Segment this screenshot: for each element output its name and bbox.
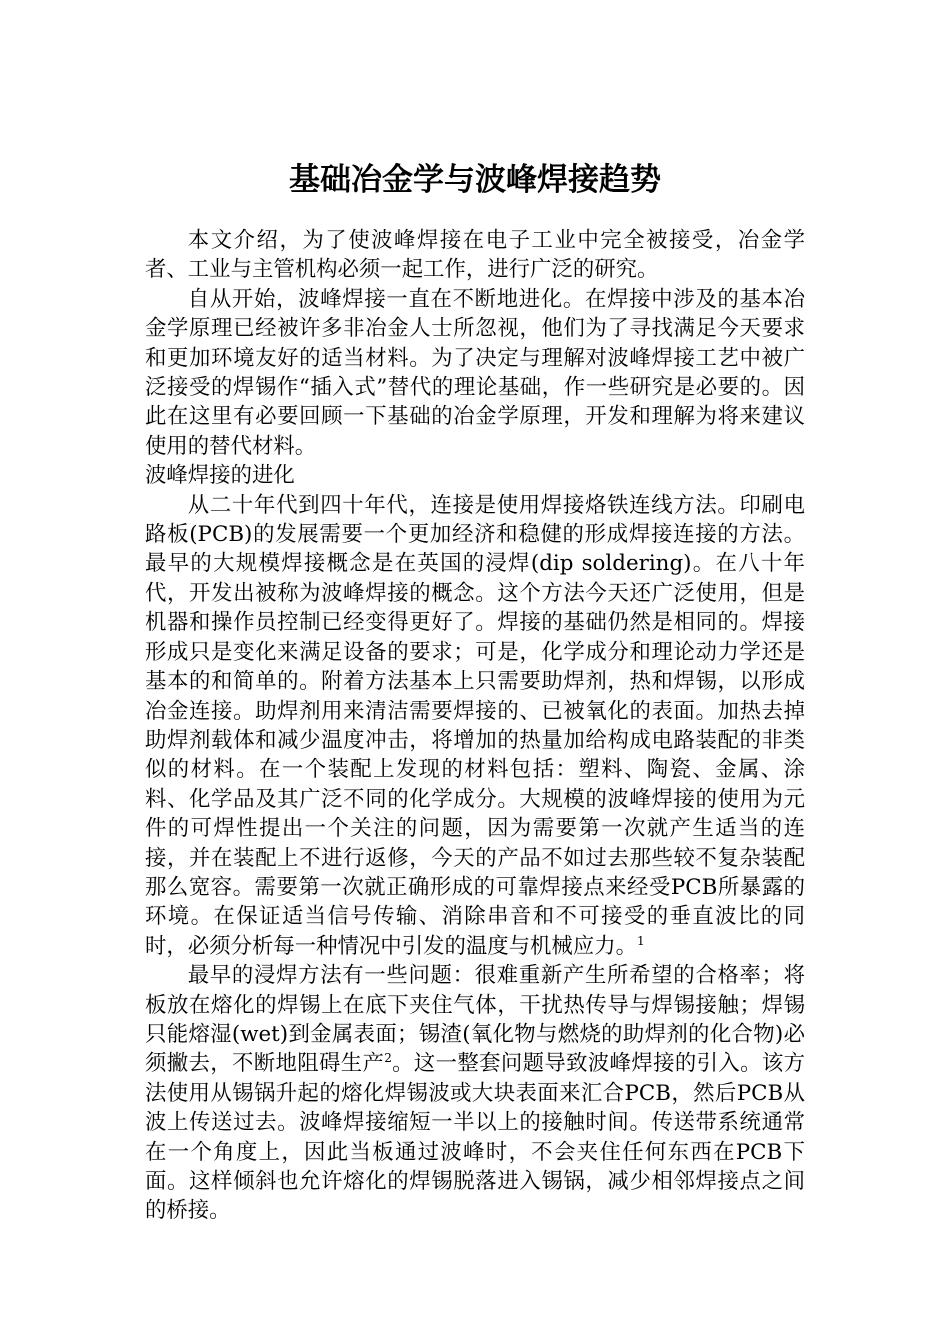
intro-paragraph-1: 本文介绍，为了使波峰焊接在电子工业中完全被接受，冶金学者、工业与主管机构必须一起工作，进行广泛的研究。 — [145, 228, 805, 283]
section-paragraph-2 — [145, 961, 805, 1226]
document-page — [145, 0, 805, 1344]
section-heading: 波峰焊接的进化 — [145, 463, 295, 489]
section-paragraph-2-text-after: 。这一整套问题导致波峰焊接的引入。该方法使用从锡锅升起的熔化焊锡波或大块表面来汇合PCB，然后PCB从波上传送过去。波峰焊接缩短一半以上的接触时间。传送带系统通常在一个角度上，因此当板通过波峰时，不会夹住任何东西在PCB下面。这样倾斜也允许熔化的焊锡脱落进入锡锅，减少相邻焊接点之间的桥接。 — [145, 1051, 805, 1224]
section-paragraph-1 — [145, 491, 805, 962]
document-body — [145, 226, 805, 1226]
intro-paragraph-2: 自从开始，波峰焊接一直在不断地进化。在焊接中涉及的基本冶金学原理已经被许多非冶金人士所忽视，他们为了寻找满足今天要求和更加环境友好的适当材料。为了决定与理解对波峰焊接工艺中被广泛接受的焊锡作“插入式”替代的理论基础，作一些研究是必要的。因此在这里有必要回顾一下基础的冶金学原理，开发和理解为将来建议使用的替代材料。 — [145, 286, 805, 459]
footnote-ref-1: 1 — [637, 933, 645, 948]
footnote-ref-2: 2 — [384, 1051, 392, 1066]
document-title: 基础冶金学与波峰焊接趋势 — [289, 162, 661, 198]
section-paragraph-1-text: 从二十年代到四十年代，连接是使用焊接烙铁连线方法。印刷电路板(PCB)的发展需要一个更加经济和稳健的形成焊接连接的方法。最早的大规模焊接概念是在英国的浸焊(dip soldering)。在八十年代，开发出被称为波峰焊接的概念。这个方法今天还广泛使用，但是机器和操作员控制已经变得更好了。焊接的基础仍然是相同的。焊接形成只是变化来满足设备的要求；可是，化学成分和理论动力学还是基本的和简单的。附着方法基本上只需要助焊剂，热和焊锡，以形成冶金连接。助焊剂用来清洁需要焊接的、已被氧化的表面。加热去掉助焊剂载体和减少温度冲击，将增加的热量加给构成电路装配的非类似的材料。在一个装配上发现的材料包括：塑料、陶瓷、金属、涂料、化学品及其广泛不同的化学成分。大规模的波峰焊接的使用为元件的可焊性提出一个关注的问题，因为需要第一次就产生适当的连接，并在装配上不进行返修，今天的产品不如过去那些较不复杂装配那么宽容。需要第一次就正确形成的可靠焊接点来经受PCB所暴露的环境。在保证适当信号传输、消除串音和不可接受的垂直波比的同时，必须分析每一种情况中引发的温度与机械应力。 — [145, 492, 805, 959]
section-paragraph-2-text-before: 最早的浸焊方法有一些问题：很难重新产生所希望的合格率；将板放在熔化的焊锡上在底下夹住气体，干扰热传导与焊锡接触；焊锡只能熔湿(wet)到金属表面；锡渣(氧化物与燃烧的助焊剂的化合物)必须撇去，不断地阻碍生产 — [145, 963, 805, 1077]
